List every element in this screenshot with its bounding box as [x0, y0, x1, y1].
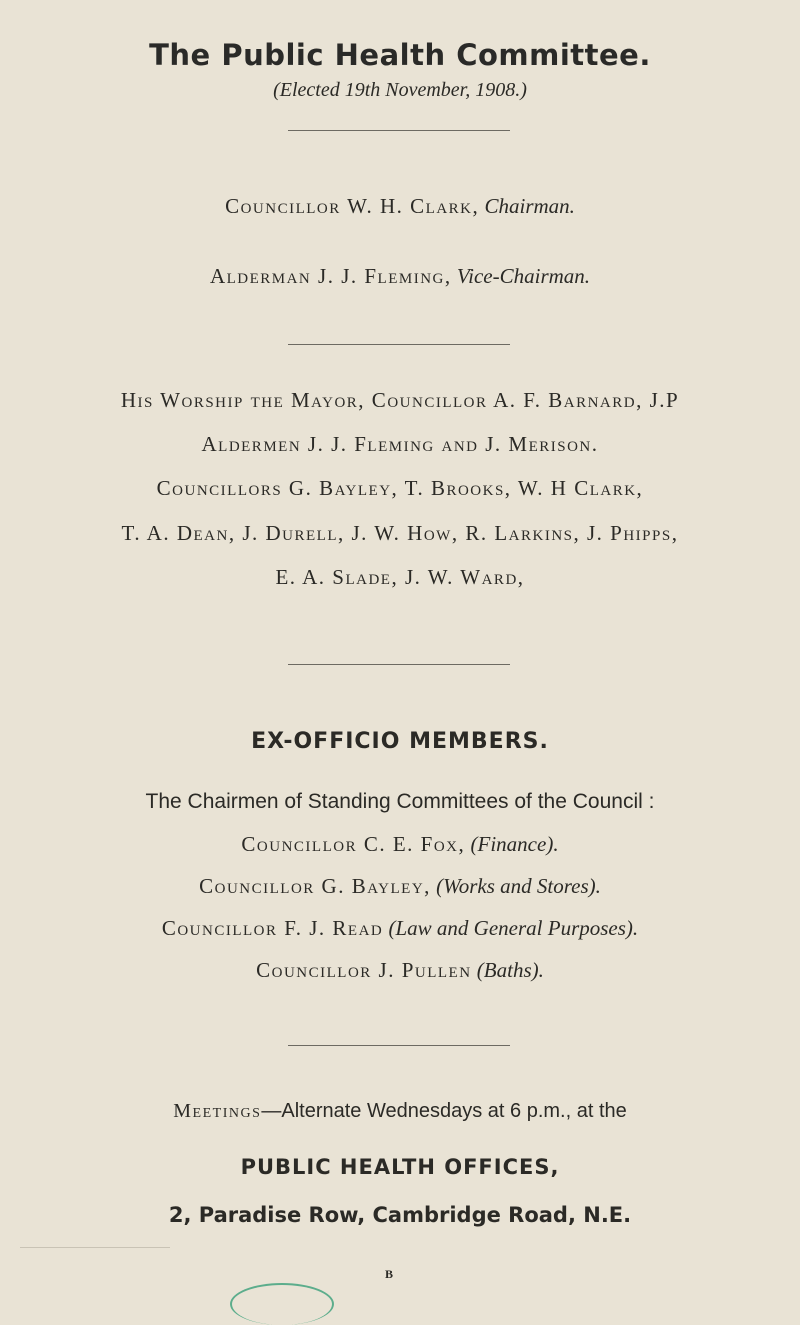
- vice-chairman-role: Vice-Chairman.: [456, 264, 591, 288]
- election-date: (Elected 19th November, 1908.): [273, 79, 527, 101]
- member-line: His Worship the Mayor, Councillor A. F. Barnard, J.P: [120, 388, 680, 412]
- signature-mark: B: [385, 1267, 394, 1281]
- ex-officio-entry: [0, 958, 800, 983]
- meetings-address: 2, Paradise Row, Cambridge Road, N.E.: [168, 1203, 632, 1227]
- entry-name: Councillor G. Bayley,: [199, 874, 431, 898]
- meetings-venue: PUBLIC HEALTH OFFICES,: [240, 1155, 560, 1179]
- meetings-text: —Alternate Wednesdays at 6 p.m., at the: [261, 1100, 627, 1122]
- entry-role: (Baths).: [476, 958, 544, 982]
- ex-officio-entry: [0, 916, 800, 941]
- member-line: T. A. Dean, J. Durell, J. W. How, R. Larkins, J. Phipps,: [121, 521, 679, 545]
- entry-role: (Law and General Purposes).: [388, 916, 639, 940]
- divider: [288, 344, 510, 345]
- library-stamp-icon: [230, 1283, 334, 1325]
- divider: [288, 130, 510, 131]
- member-line: E. A. Slade, J. W. Ward,: [275, 565, 525, 589]
- vice-chairman-line: [0, 264, 800, 289]
- chairman-role: Chairman.: [484, 194, 575, 218]
- ex-officio-entry: [0, 832, 800, 857]
- ex-officio-intro: The Chairmen of Standing Committees of the Council :: [145, 790, 655, 813]
- divider: [288, 1045, 510, 1046]
- entry-name: Councillor C. E. Fox,: [241, 832, 466, 856]
- entry-role: (Works and Stores).: [436, 874, 601, 898]
- chairman-line: [0, 194, 800, 219]
- entry-role: (Finance).: [470, 832, 559, 856]
- entry-name: Councillor F. J. Read: [161, 916, 384, 940]
- entry-name: Councillor J. Pullen: [256, 958, 472, 982]
- member-line: Councillors G. Bayley, T. Brooks, W. H Clark,: [156, 476, 644, 500]
- page-smudge: [20, 1247, 170, 1248]
- ex-officio-heading: EX-OFFICIO MEMBERS.: [251, 729, 549, 754]
- chairman-name: Councillor W. H. Clark,: [225, 194, 480, 218]
- member-line: Aldermen J. J. Fleming and J. Merison.: [201, 432, 599, 456]
- vice-chairman-name: Alderman J. J. Fleming,: [209, 264, 452, 288]
- meetings-line: [0, 1100, 800, 1123]
- meetings-label: Meetings: [173, 1100, 262, 1122]
- page-title: The Public Health Committee.: [149, 38, 651, 72]
- ex-officio-entry: [0, 874, 800, 899]
- divider: [288, 664, 510, 665]
